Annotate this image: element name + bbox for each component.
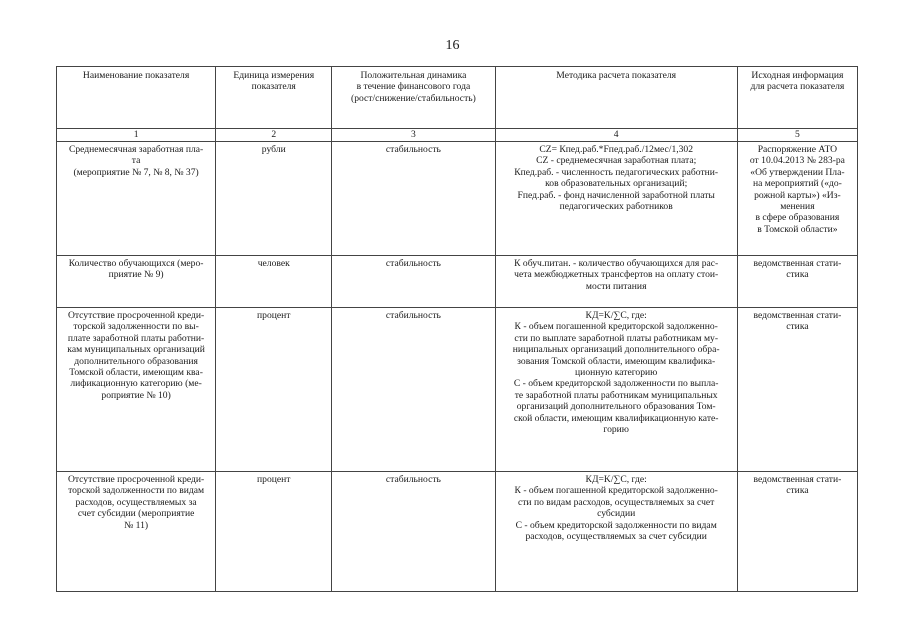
cell-text-line: стабильность [385, 310, 441, 321]
cell-text-line: С - объем кредиторской задолженности по выпла- [513, 378, 719, 390]
column-number: 5 [737, 129, 857, 142]
cell-text-line: Отсутствие просроченной креди- [67, 474, 205, 485]
cell-text-line: Кпед.раб. - численность педагогических работни- [514, 166, 719, 178]
column-number: 4 [495, 129, 737, 142]
dynamics-cell [332, 308, 495, 472]
cell-text-line: для расчета показателя [750, 81, 845, 93]
cell-text-line: № 11) [124, 519, 149, 531]
cell-text-line: плате заработной платы работни- [67, 332, 205, 344]
cell-text-line: те заработной платы работникам муниципальных [514, 389, 718, 401]
cell-text-line: процент [257, 310, 291, 321]
cell-text-line: CZ= Кпед.раб.*Fпед.раб./12мес/1,302 [539, 144, 694, 155]
cell-text-line: ской области, имеющим квалификационную кате- [513, 412, 719, 424]
cell-text-line: Количество обучающихся (меро- [68, 258, 204, 269]
cell-text-line: расходов, осуществляемых за счет субсидии [525, 531, 707, 543]
cell-text-line: (рост/снижение/стабильность) [351, 92, 476, 104]
cell-text-line: Отсутствие просроченной креди- [67, 310, 205, 321]
cell-text-line: CZ - среднемесячная заработная плата; [536, 155, 697, 167]
source-cell [737, 308, 857, 472]
cell-text-line: К - объем погашенной кредиторской задолженно- [514, 485, 718, 497]
cell-text-line: К обуч.питан. - количество обучающихся для рас- [514, 258, 719, 269]
cell-text-line: горию [603, 424, 629, 436]
cell-text-line: (мероприятие № 7, № 8, № 37) [73, 166, 199, 178]
cell-text-line: Томской области, имеющим ква- [69, 367, 203, 379]
cell-text-line: человек [257, 258, 290, 269]
method-cell [495, 142, 737, 256]
cell-text-line: кам муниципальных организаций [67, 344, 205, 356]
indicators-table [56, 66, 858, 592]
cell-text-line: Методика расчета показателя [556, 70, 677, 81]
header-source [737, 67, 857, 129]
cell-text-line: процент [257, 474, 291, 485]
indicator-name-cell [57, 308, 216, 472]
cell-text-line: в течение финансового года [356, 81, 471, 93]
cell-text-line: ниципальных организаций дополнительного обра- [512, 344, 720, 356]
cell-text-line: ведомственная стати- [753, 258, 842, 269]
table-row [57, 472, 858, 592]
cell-text-line: субсидии [597, 508, 636, 520]
source-cell [737, 142, 857, 256]
indicator-name-cell [57, 472, 216, 592]
cell-text-line: Fпед.раб. - фонд начисленной заработной платы [517, 189, 715, 201]
cell-text-line: дополнительного образования [74, 355, 198, 367]
table-row [57, 308, 858, 472]
cell-text-line: на мероприятий («до- [752, 178, 842, 190]
cell-text-line: счет субсидии (мероприятие [77, 508, 195, 520]
dynamics-cell [332, 142, 495, 256]
column-number: 3 [332, 129, 495, 142]
indicator-name-cell [57, 256, 216, 308]
header-method [495, 67, 737, 129]
table-row [57, 142, 858, 256]
cell-text-line: КД=K/∑С, где: [585, 474, 647, 485]
cell-text-line: педагогических работников [559, 201, 673, 213]
cell-text-line: менения [780, 201, 815, 213]
cell-text-line: лификационную категорию (ме- [70, 378, 202, 390]
cell-text-line: мости питания [585, 280, 647, 292]
unit-cell [216, 308, 332, 472]
cell-text-line: сти по выплате заработной платы работникам му- [514, 332, 719, 344]
cell-text-line: в Томской области» [757, 223, 838, 235]
cell-text-line: сти по видам расходов, осуществляемых за счет [517, 496, 715, 508]
cell-text-line: ведомственная стати- [753, 310, 842, 321]
cell-text-line: К - объем погашенной кредиторской задолженно- [514, 321, 718, 333]
cell-text-line: Единица измерения [233, 70, 315, 81]
cell-text-line: рожной карты») «Из- [754, 189, 841, 201]
cell-text-line: чета межбюджетных трансфертов на оплату стои- [514, 269, 719, 281]
cell-text-line: приятие № 9) [108, 269, 164, 281]
unit-cell [216, 256, 332, 308]
header-row [57, 67, 858, 129]
header-indicator-name [57, 67, 216, 129]
cell-text-line: Наименование показателя [82, 70, 190, 81]
cell-text-line: роприятие № 10) [101, 389, 171, 401]
cell-text-line: ционную категорию [575, 367, 658, 379]
cell-text-line: торской задолженности по вы- [73, 321, 199, 333]
cell-text-line: торской задолженности по видам [68, 485, 205, 497]
cell-text-line: стика [786, 485, 809, 497]
cell-text-line: в сфере образования [755, 212, 840, 224]
page-number: 16 [445, 38, 460, 53]
cell-text-line: «Об утверждении Пла- [750, 166, 845, 178]
cell-text-line: та [131, 155, 141, 167]
cell-text-line: организаций дополнительного образования Том- [516, 401, 716, 413]
indicator-name-cell [57, 142, 216, 256]
column-number-row [57, 129, 858, 142]
method-cell [495, 472, 737, 592]
unit-cell [216, 472, 332, 592]
cell-text-line: стабильность [385, 474, 441, 485]
header-dynamics [332, 67, 495, 129]
dynamics-cell [332, 472, 495, 592]
cell-text-line: расходов, осуществляемых за [75, 496, 197, 508]
cell-text-line: С - объем кредиторской задолженности по видам [515, 519, 717, 531]
source-cell [737, 472, 857, 592]
method-cell [495, 256, 737, 308]
table-row [57, 256, 858, 308]
cell-text-line: Распоряжение АТО [757, 144, 838, 155]
cell-text-line: Положительная динамика [360, 70, 467, 81]
cell-text-line: ведомственная стати- [753, 474, 842, 485]
method-cell [495, 308, 737, 472]
header-unit [216, 67, 332, 129]
column-number: 2 [216, 129, 332, 142]
cell-text-line: КД=K/∑С, где: [585, 310, 647, 321]
unit-cell [216, 142, 332, 256]
source-cell [737, 256, 857, 308]
column-number: 1 [57, 129, 216, 142]
cell-text-line: зования Томской области, имеющим квалифика- [517, 355, 716, 367]
cell-text-line: стабильность [385, 258, 441, 269]
dynamics-cell [332, 256, 495, 308]
cell-text-line: Исходная информация [751, 70, 844, 81]
cell-text-line: показателя [251, 81, 296, 93]
cell-text-line: стика [786, 269, 809, 281]
cell-text-line: рубли [261, 144, 286, 155]
cell-text-line: от 10.04.2013 № 283-ра [749, 155, 845, 167]
cell-text-line: стика [786, 321, 809, 333]
cell-text-line: ков образовательных организаций; [545, 178, 688, 190]
cell-text-line: Среднемесячная заработная пла- [68, 144, 204, 155]
cell-text-line: стабильность [385, 144, 441, 155]
